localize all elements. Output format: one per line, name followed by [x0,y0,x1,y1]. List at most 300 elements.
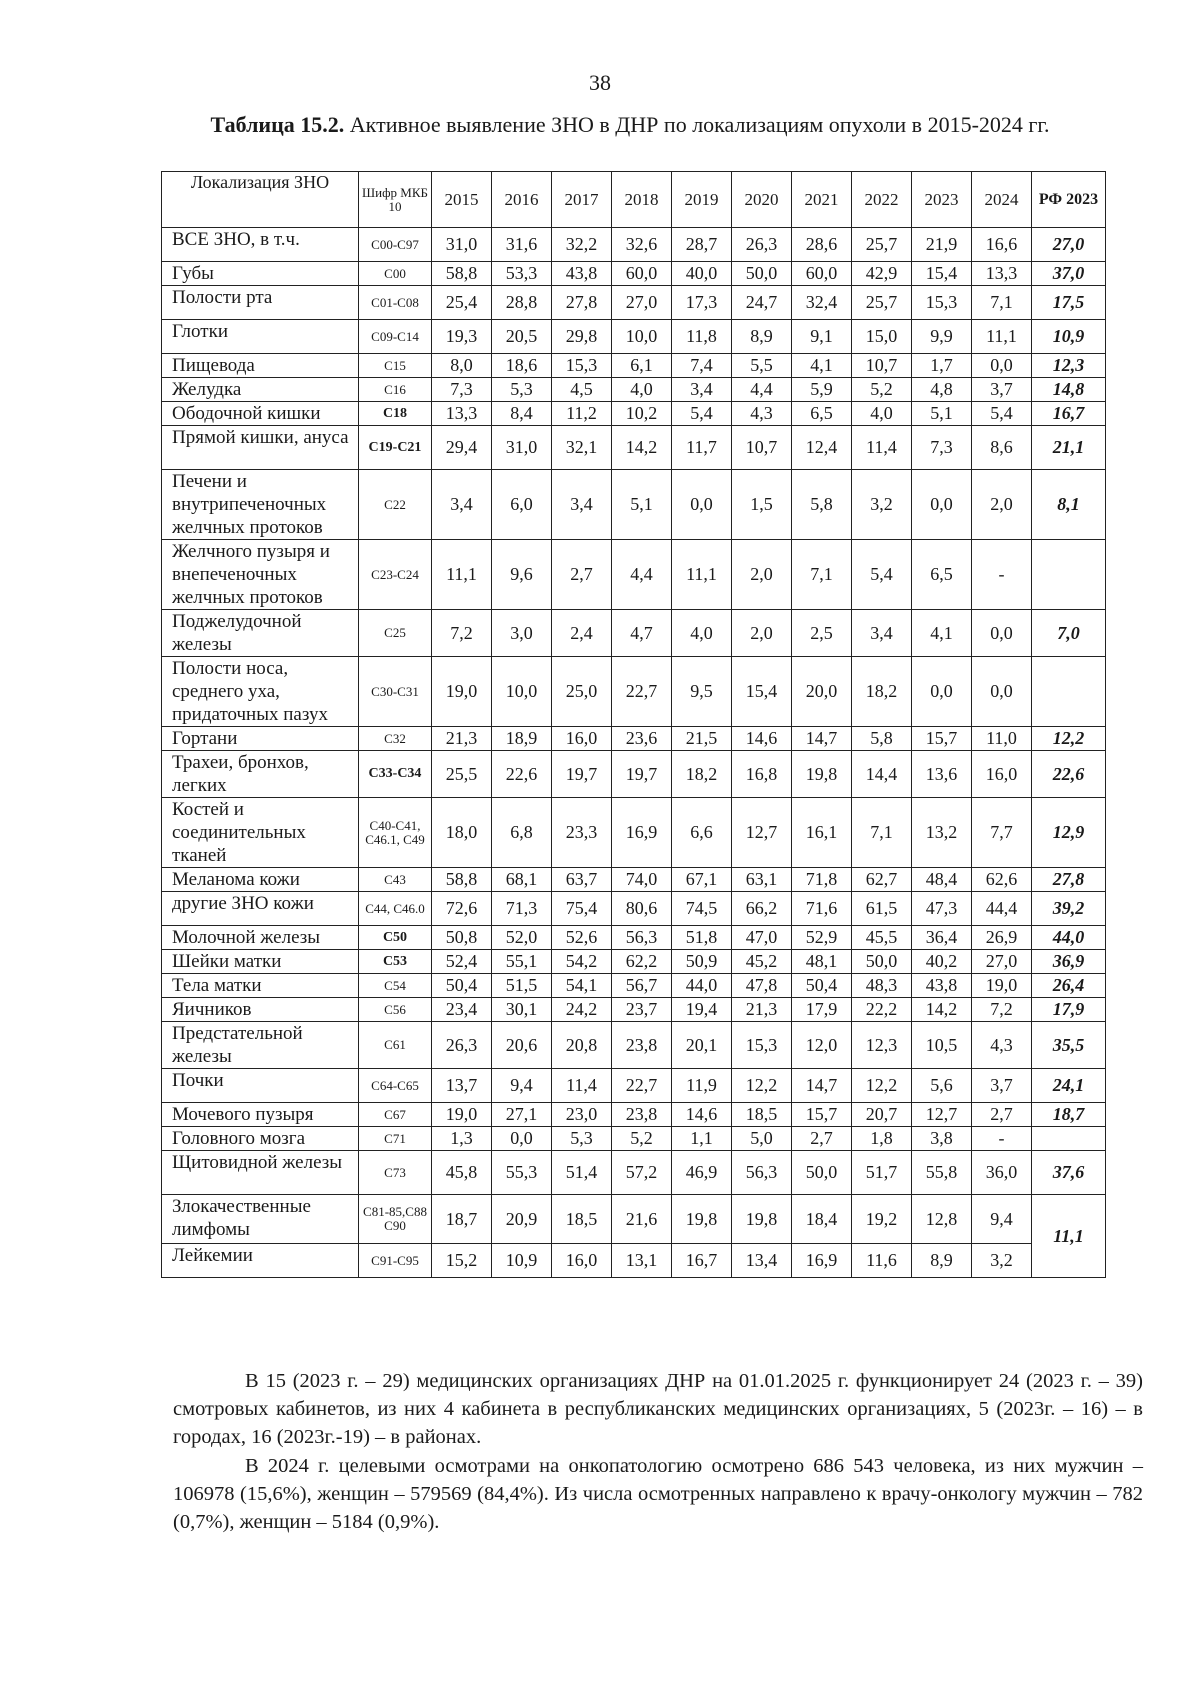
value-cell: 2,7 [552,540,612,610]
value-cell: 25,5 [432,751,492,798]
rf-value-cell: 18,7 [1032,1103,1106,1127]
value-cell: 0,0 [972,610,1032,657]
localization-cell: Молочной железы [162,926,359,950]
value-cell: 18,2 [672,751,732,798]
value-cell: 6,6 [672,798,732,868]
rf-value-cell [1032,657,1106,727]
value-cell: 7,3 [432,378,492,402]
value-cell: 6,1 [612,354,672,378]
table-row [162,727,1106,751]
value-cell: 8,4 [492,402,552,426]
value-cell: 2,7 [972,1103,1032,1127]
value-cell: 0,0 [972,354,1032,378]
value-cell: 0,0 [492,1127,552,1151]
table-row [162,1103,1106,1127]
value-cell: 27,8 [552,286,612,320]
table-row [162,950,1106,974]
header-icd-code: Шифр МКБ 10 [359,172,432,228]
value-cell: 18,7 [432,1195,492,1244]
value-cell: 9,4 [972,1195,1032,1244]
page-number: 38 [589,70,611,95]
rf-value-cell: 36,9 [1032,950,1106,974]
rf-value-cell: 44,0 [1032,926,1106,950]
value-cell: 3,4 [852,610,912,657]
value-cell: 62,2 [612,950,672,974]
table-row [162,402,1106,426]
value-cell: 20,1 [672,1022,732,1069]
icd-code-cell: C56 [359,998,432,1022]
value-cell: 13,4 [732,1244,792,1278]
value-cell: 18,2 [852,657,912,727]
rf-value-cell: 27,8 [1032,868,1106,892]
value-cell: 16,9 [792,1244,852,1278]
value-cell: 21,3 [732,998,792,1022]
value-cell: 6,5 [912,540,972,610]
value-cell: 12,7 [912,1103,972,1127]
value-cell: 18,5 [552,1195,612,1244]
icd-code-cell: C61 [359,1022,432,1069]
table-row [162,974,1106,998]
value-cell: 61,5 [852,892,912,926]
value-cell: 13,1 [612,1244,672,1278]
value-cell: 45,8 [432,1151,492,1195]
localization-cell: ВСЕ ЗНО, в т.ч. [162,228,359,262]
icd-code-cell: C23-C24 [359,540,432,610]
value-cell: 30,1 [492,998,552,1022]
value-cell: 15,4 [732,657,792,727]
value-cell: 2,7 [792,1127,852,1151]
value-cell: 7,7 [972,798,1032,868]
value-cell: 9,4 [492,1069,552,1103]
table-row [162,1195,1106,1244]
value-cell: 18,9 [492,727,552,751]
icd-code-cell: C71 [359,1127,432,1151]
value-cell: 15,7 [912,727,972,751]
table-row [162,540,1106,610]
value-cell: 11,1 [672,540,732,610]
value-cell: 9,6 [492,540,552,610]
value-cell: 19,4 [672,998,732,1022]
value-cell: 0,0 [672,470,732,540]
value-cell: 80,6 [612,892,672,926]
value-cell: 3,2 [972,1244,1032,1278]
table-row [162,470,1106,540]
value-cell: 10,9 [492,1244,552,1278]
value-cell: 48,1 [792,950,852,974]
localization-cell: Полости рта [162,286,359,320]
value-cell: 15,3 [912,286,972,320]
localization-cell: Яичников [162,998,359,1022]
value-cell: 51,4 [552,1151,612,1195]
value-cell: 11,2 [552,402,612,426]
value-cell: 6,5 [792,402,852,426]
value-cell: 43,8 [912,974,972,998]
value-cell: 16,8 [732,751,792,798]
value-cell: 8,0 [432,354,492,378]
zno-table [161,171,1106,1278]
value-cell: 3,8 [912,1127,972,1151]
value-cell: 19,2 [852,1195,912,1244]
value-cell: 25,7 [852,228,912,262]
icd-code-cell: C00-C97 [359,228,432,262]
value-cell: 60,0 [792,262,852,286]
value-cell: 27,0 [972,950,1032,974]
value-cell: 19,0 [432,1103,492,1127]
value-cell: 12,2 [852,1069,912,1103]
value-cell: 19,8 [732,1195,792,1244]
value-cell: 7,1 [852,798,912,868]
value-cell: 12,8 [912,1195,972,1244]
value-cell: 55,3 [492,1151,552,1195]
table-row [162,1127,1106,1151]
value-cell: 15,7 [792,1103,852,1127]
value-cell: 19,7 [552,751,612,798]
value-cell: 2,0 [732,610,792,657]
icd-code-cell: C64-C65 [359,1069,432,1103]
localization-cell: Меланома кожи [162,868,359,892]
value-cell: 31,6 [492,228,552,262]
value-cell: 5,2 [852,378,912,402]
value-cell: 29,4 [432,426,492,470]
value-cell: 3,2 [852,470,912,540]
table-body [162,228,1106,1278]
value-cell: 67,1 [672,868,732,892]
table-row [162,426,1106,470]
value-cell: 9,5 [672,657,732,727]
value-cell: 24,2 [552,998,612,1022]
value-cell: 5,4 [672,402,732,426]
rf-value-cell: 26,4 [1032,974,1106,998]
rf-value-cell: 12,9 [1032,798,1106,868]
icd-code-cell: C44, C46.0 [359,892,432,926]
value-cell: 0,0 [912,470,972,540]
value-cell: 23,8 [612,1103,672,1127]
value-cell: 21,6 [612,1195,672,1244]
value-cell: 4,3 [972,1022,1032,1069]
value-cell: 58,8 [432,868,492,892]
value-cell: 9,9 [912,320,972,354]
value-cell: 11,6 [852,1244,912,1278]
value-cell: 8,9 [732,320,792,354]
icd-code-cell: C43 [359,868,432,892]
value-cell: 15,2 [432,1244,492,1278]
table-row [162,354,1106,378]
value-cell: 14,4 [852,751,912,798]
icd-code-cell: C19-C21 [359,426,432,470]
value-cell: 16,7 [672,1244,732,1278]
table-row [162,286,1106,320]
rf-value-cell: 22,6 [1032,751,1106,798]
localization-cell: Щитовидной железы [162,1151,359,1195]
value-cell: 4,1 [792,354,852,378]
header-year: 2022 [852,172,912,228]
value-cell: 20,0 [792,657,852,727]
value-cell: 54,2 [552,950,612,974]
value-cell: 4,0 [852,402,912,426]
header-year: 2019 [672,172,732,228]
icd-code-cell: C25 [359,610,432,657]
value-cell: 58,8 [432,262,492,286]
value-cell: 51,5 [492,974,552,998]
value-cell: 3,0 [492,610,552,657]
value-cell: 22,2 [852,998,912,1022]
value-cell: 4,5 [552,378,612,402]
value-cell: 62,6 [972,868,1032,892]
table-row [162,320,1106,354]
value-cell: 2,0 [972,470,1032,540]
value-cell: 23,4 [432,998,492,1022]
value-cell: 7,4 [672,354,732,378]
value-cell: 60,0 [612,262,672,286]
value-cell: 31,0 [492,426,552,470]
value-cell: 75,4 [552,892,612,926]
header-year: 2017 [552,172,612,228]
icd-code-cell: C40-C41, C46.1, C49 [359,798,432,868]
value-cell: 13,7 [432,1069,492,1103]
value-cell: 1,5 [732,470,792,540]
value-cell: 48,3 [852,974,912,998]
value-cell: 52,9 [792,926,852,950]
rf-value-cell: 12,3 [1032,354,1106,378]
value-cell: 29,8 [552,320,612,354]
icd-code-cell: C18 [359,402,432,426]
value-cell: 32,4 [792,286,852,320]
value-cell: 5,6 [912,1069,972,1103]
value-cell: 13,3 [432,402,492,426]
paragraph-targeted-exams: В 2024 г. целевыми осмотрами на онкопатологию осмотрено 686 543 человека, из них мужчин – 106978 (15,6%), женщин – 579569 (84,4%). Из числа осмотренных направлено к врачу-онкологу мужчин – 782 (0,7%), женщин – 5184 (0,9%). [173,1455,1143,1533]
value-cell: 23,8 [612,1022,672,1069]
value-cell: - [972,540,1032,610]
value-cell: 16,1 [792,798,852,868]
header-rf-2023: РФ 2023 [1032,172,1106,228]
table-caption [150,112,1110,138]
value-cell: 14,6 [732,727,792,751]
value-cell: 19,8 [792,751,852,798]
value-cell: 71,6 [792,892,852,926]
value-cell: 13,2 [912,798,972,868]
value-cell: 74,0 [612,868,672,892]
localization-cell: Желудка [162,378,359,402]
value-cell: 5,3 [552,1127,612,1151]
value-cell: 5,0 [732,1127,792,1151]
value-cell: 5,4 [852,540,912,610]
rf-value-cell: 21,1 [1032,426,1106,470]
value-cell: 50,4 [792,974,852,998]
table-caption-label: Таблица 15.2. [210,112,345,137]
table-row [162,998,1106,1022]
rf-value-cell: 37,6 [1032,1151,1106,1195]
value-cell: 51,8 [672,926,732,950]
value-cell: 27,1 [492,1103,552,1127]
value-cell: 62,7 [852,868,912,892]
icd-code-cell: C09-C14 [359,320,432,354]
value-cell: 63,7 [552,868,612,892]
table-row [162,751,1106,798]
localization-cell: Злокачественные лимфомы [162,1195,359,1244]
value-cell: 43,8 [552,262,612,286]
localization-cell: Пищевода [162,354,359,378]
value-cell: 5,1 [612,470,672,540]
value-cell: 12,2 [732,1069,792,1103]
value-cell: 21,9 [912,228,972,262]
value-cell: 3,4 [552,470,612,540]
value-cell: 21,3 [432,727,492,751]
header-year: 2016 [492,172,552,228]
value-cell: 5,4 [972,402,1032,426]
value-cell: 12,4 [792,426,852,470]
icd-code-cell: C32 [359,727,432,751]
table-row [162,378,1106,402]
value-cell: 23,3 [552,798,612,868]
rf-value-cell: 14,8 [1032,378,1106,402]
value-cell: 51,7 [852,1151,912,1195]
value-cell: 50,4 [432,974,492,998]
value-cell: 53,3 [492,262,552,286]
localization-cell: Лейкемии [162,1244,359,1278]
value-cell: 45,5 [852,926,912,950]
value-cell: 23,6 [612,727,672,751]
value-cell: 10,2 [612,402,672,426]
value-cell: 4,8 [912,378,972,402]
rf-value-cell: 10,9 [1032,320,1106,354]
rf-value-cell: 37,0 [1032,262,1106,286]
value-cell: 8,9 [912,1244,972,1278]
value-cell: 46,9 [672,1151,732,1195]
value-cell: 32,1 [552,426,612,470]
value-cell: 31,0 [432,228,492,262]
value-cell: 32,2 [552,228,612,262]
value-cell: 7,2 [432,610,492,657]
value-cell: 74,5 [672,892,732,926]
value-cell: 16,0 [552,1244,612,1278]
value-cell: 0,0 [972,657,1032,727]
paragraph-screening-rooms: В 15 (2023 г. – 29) медицинских организациях ДНР на 01.01.2025 г. функционирует 24 (2023 г. – 39) смотровых кабинетов, из них 4 кабинета в республиканских медицинских организациях, 5 (2023г. – 16) – в городах, 16 (2023г.-19) – в районах. [173,1370,1143,1448]
value-cell: 16,6 [972,228,1032,262]
value-cell: 11,4 [852,426,912,470]
value-cell: 36,4 [912,926,972,950]
value-cell: 23,7 [612,998,672,1022]
value-cell: 11,8 [672,320,732,354]
value-cell: 7,1 [972,286,1032,320]
value-cell: 10,0 [492,657,552,727]
value-cell: 28,6 [792,228,852,262]
header-year: 2024 [972,172,1032,228]
value-cell: 13,3 [972,262,1032,286]
value-cell: 11,7 [672,426,732,470]
localization-cell: Печени и внутрипеченочных желчных протоков [162,470,359,540]
value-cell: 22,7 [612,657,672,727]
value-cell: 26,9 [972,926,1032,950]
value-cell: 20,9 [492,1195,552,1244]
icd-code-cell: C54 [359,974,432,998]
value-cell: 3,7 [972,378,1032,402]
value-cell: 66,2 [732,892,792,926]
table-row [162,228,1106,262]
icd-code-cell: C30-C31 [359,657,432,727]
value-cell: 19,7 [612,751,672,798]
value-cell: 11,0 [972,727,1032,751]
value-cell: 50,9 [672,950,732,974]
value-cell: 16,9 [612,798,672,868]
value-cell: 1,8 [852,1127,912,1151]
value-cell: 10,5 [912,1022,972,1069]
rf-value-cell: 39,2 [1032,892,1106,926]
value-cell: 44,0 [672,974,732,998]
value-cell: 14,2 [612,426,672,470]
value-cell: 25,4 [432,286,492,320]
value-cell: 16,0 [972,751,1032,798]
localization-cell: Ободочной кишки [162,402,359,426]
value-cell: 5,1 [912,402,972,426]
value-cell: 12,7 [732,798,792,868]
value-cell: 2,5 [792,610,852,657]
value-cell: 47,8 [732,974,792,998]
value-cell: 15,4 [912,262,972,286]
localization-cell: Мочевого пузыря [162,1103,359,1127]
value-cell: 68,1 [492,868,552,892]
value-cell: 4,1 [912,610,972,657]
value-cell: 18,4 [792,1195,852,1244]
localization-cell: Почки [162,1069,359,1103]
icd-code-cell: C16 [359,378,432,402]
icd-code-cell: C22 [359,470,432,540]
value-cell: 72,6 [432,892,492,926]
value-cell: 52,6 [552,926,612,950]
localization-cell: Поджелудочной железы [162,610,359,657]
rf-value-cell: 7,0 [1032,610,1106,657]
localization-cell: Полости носа, среднего уха, придаточных пазух [162,657,359,727]
value-cell: 5,3 [492,378,552,402]
value-cell: 5,2 [612,1127,672,1151]
header-year: 2020 [732,172,792,228]
value-cell: 25,0 [552,657,612,727]
value-cell: 45,2 [732,950,792,974]
value-cell: 15,3 [732,1022,792,1069]
value-cell: 4,0 [672,610,732,657]
value-cell: 47,3 [912,892,972,926]
localization-cell: другие ЗНО кожи [162,892,359,926]
value-cell: 5,8 [792,470,852,540]
value-cell: 24,7 [732,286,792,320]
value-cell: 4,0 [612,378,672,402]
rf-value-cell: 11,1 [1032,1195,1106,1278]
value-cell: 19,0 [972,974,1032,998]
value-cell: 54,1 [552,974,612,998]
localization-cell: Шейки матки [162,950,359,974]
table-row [162,1151,1106,1195]
table-row [162,1022,1106,1069]
value-cell: 50,8 [432,926,492,950]
value-cell: 22,6 [492,751,552,798]
localization-cell: Тела матки [162,974,359,998]
value-cell: 11,1 [432,540,492,610]
value-cell: 48,4 [912,868,972,892]
icd-code-cell: C81-85,C88 C90 [359,1195,432,1244]
value-cell: 20,7 [852,1103,912,1127]
rf-value-cell: 27,0 [1032,228,1106,262]
value-cell: 71,8 [792,868,852,892]
value-cell: 11,1 [972,320,1032,354]
rf-value-cell [1032,1127,1106,1151]
header-year: 2015 [432,172,492,228]
value-cell: 71,3 [492,892,552,926]
header-year: 2018 [612,172,672,228]
value-cell: 25,7 [852,286,912,320]
localization-cell: Глотки [162,320,359,354]
value-cell: 23,0 [552,1103,612,1127]
value-cell: 7,3 [912,426,972,470]
value-cell: 22,7 [612,1069,672,1103]
